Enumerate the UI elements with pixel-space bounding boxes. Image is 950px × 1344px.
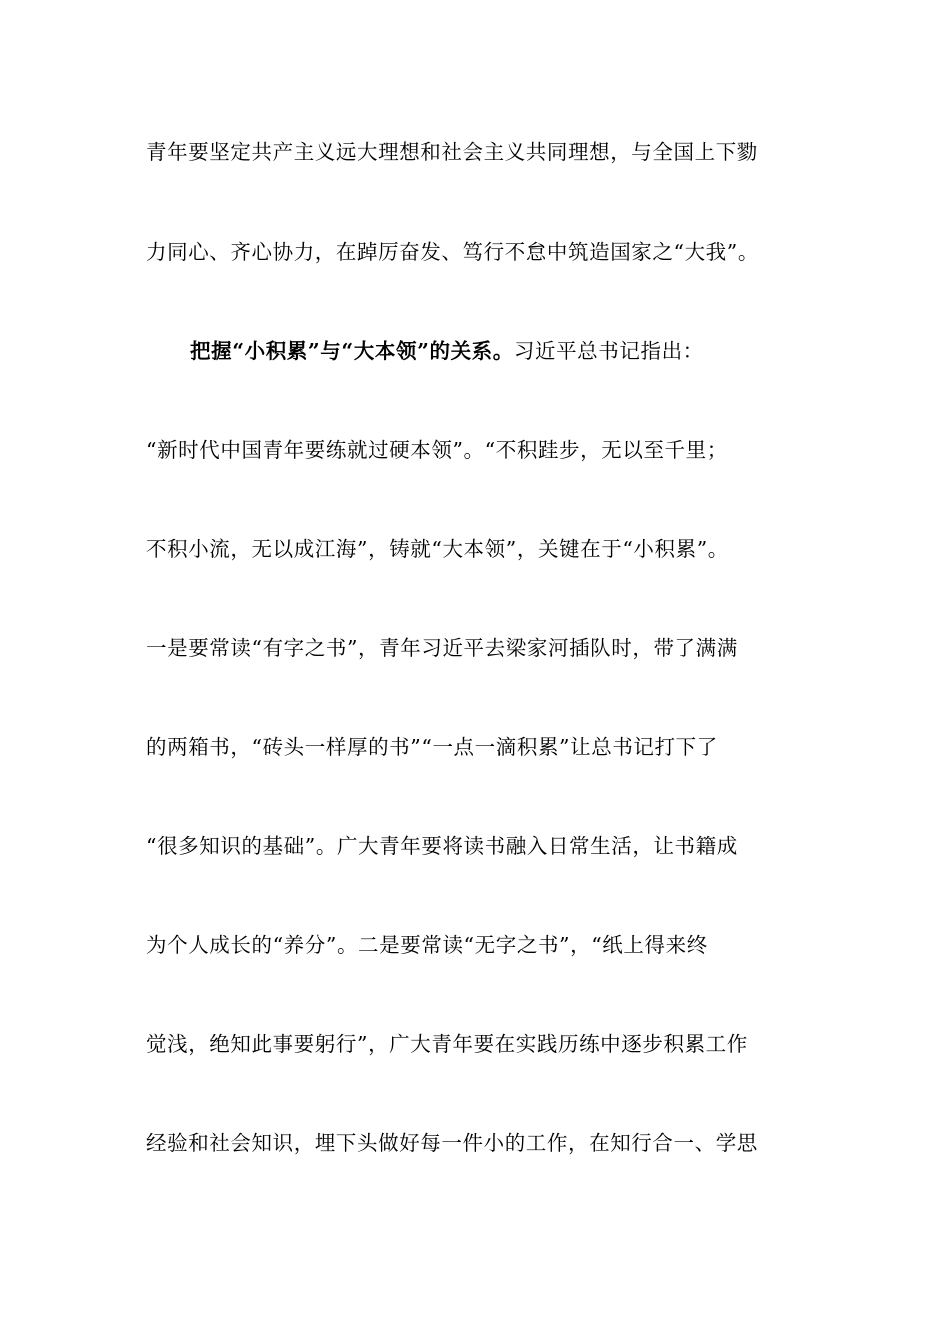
paragraph-line: 青年要坚定共产主义远大理想和社会主义共同理想，与全国上下勠	[146, 140, 758, 164]
paragraph-line: “很多知识的基础”。广大青年要将读书融入日常生活，让书籍成	[146, 834, 738, 858]
paragraph-line: “新时代中国青年要练就过硬本领”。“不积跬步，无以至千里；	[146, 438, 728, 462]
paragraph-line: 力同心、齐心协力，在踔厉奋发、笃行不怠中筑造国家之“大我”。	[146, 240, 759, 264]
section-heading: 把握“小积累”与“大本领”的关系。	[190, 339, 514, 363]
paragraph-text: 习近平总书记指出：	[513, 339, 704, 363]
paragraph-line: 的两箱书，“砖头一样厚的书”“一点一滴积累”让总书记打下了	[146, 735, 718, 759]
paragraph-line: 为个人成长的“养分”。二是要常读“无字之书”，“纸上得来终	[146, 933, 708, 957]
paragraph-line: 不积小流，无以成江海”，铸就“大本领”，关键在于“小积累”。	[146, 537, 729, 561]
paragraph-line: 经验和社会知识，埋下头做好每一件小的工作，在知行合一、学思	[146, 1131, 758, 1155]
paragraph-line-with-heading	[190, 336, 850, 366]
paragraph-line: 觉浅，绝知此事要躬行”，广大青年要在实践历练中逐步积累工作	[146, 1032, 748, 1056]
paragraph-line: 一是要常读“有字之书”，青年习近平去梁家河插队时，带了满满	[146, 636, 738, 660]
